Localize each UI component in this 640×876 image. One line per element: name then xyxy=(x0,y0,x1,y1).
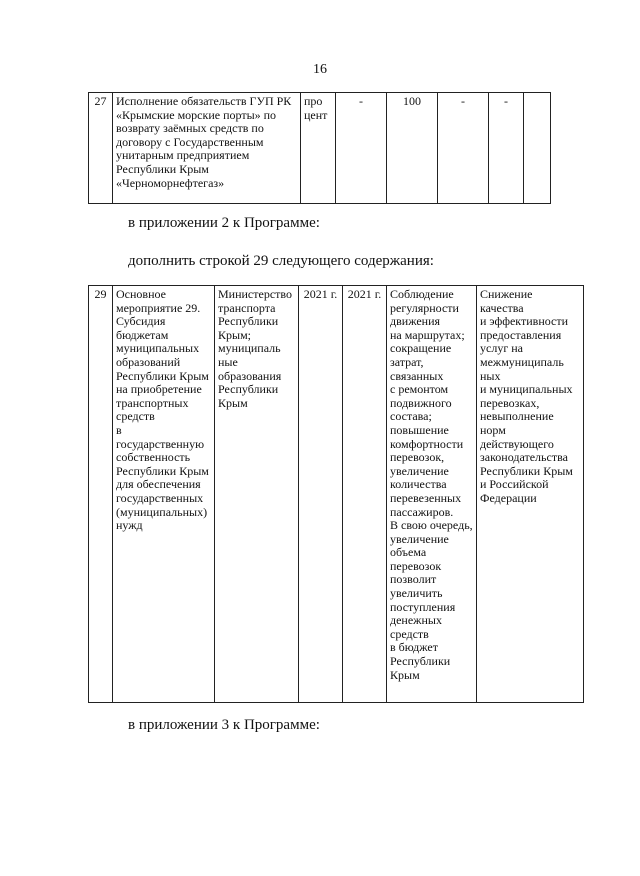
start-year-cell: 2021 г. xyxy=(299,286,343,703)
row-number: 29 xyxy=(89,286,113,703)
executor-cell: Министерство транспорта Республики Крым; муниципаль ные образования Республики Крым xyxy=(215,286,299,703)
value-cell: - xyxy=(336,93,387,204)
expected-result-cell: Соблюдение регулярности движения на маршрутах; сокращение затрат, связанных с ремонтом подвижного состава; повышение комфортности перевозок, увеличение количества перевезенных пассажиров. В свою очередь, увеличение объема перевозок позволит увеличить поступления денежных средств в бюджет Республики Крым xyxy=(387,286,477,703)
program-table-row-27 xyxy=(88,92,551,204)
event-name-cell: Исполнение обязательств ГУП РК «Крымские морские порты» по возврату заёмных средств по договору с Государственным унитарным предприятием Республики Крым «Черноморнефтегаз» xyxy=(113,93,301,204)
table-row xyxy=(89,286,584,703)
unit-cell: про цент xyxy=(301,93,336,204)
consequence-cell: Снижение качества и эффективности предоставления услуг на межмуниципаль ных и муниципальных перевозках, невыполнение норм действующего законодательства Республики Крым и Российской Федерации xyxy=(477,286,584,703)
value-cell: - xyxy=(489,93,524,204)
value-cell xyxy=(524,93,551,204)
paragraph-appendix-2: в приложении 2 к Программе: xyxy=(128,215,320,231)
row-number: 27 xyxy=(89,93,113,204)
table-row xyxy=(89,93,551,204)
value-cell: - xyxy=(438,93,489,204)
program-table-row-29 xyxy=(88,285,584,703)
end-year-cell: 2021 г. xyxy=(343,286,387,703)
paragraph-add-row-29: дополнить строкой 29 следующего содержания: xyxy=(128,253,434,269)
paragraph-appendix-3: в приложении 3 к Программе: xyxy=(128,717,320,733)
activity-cell: Основное мероприятие 29. Субсидия бюджетам муниципальных образований Республики Крым на приобретение транспортных средств в государственную собственность Республики Крым для обеспечения государственных (муниципальных) нужд xyxy=(113,286,215,703)
page-number: 16 xyxy=(313,62,327,77)
value-cell: 100 xyxy=(387,93,438,204)
